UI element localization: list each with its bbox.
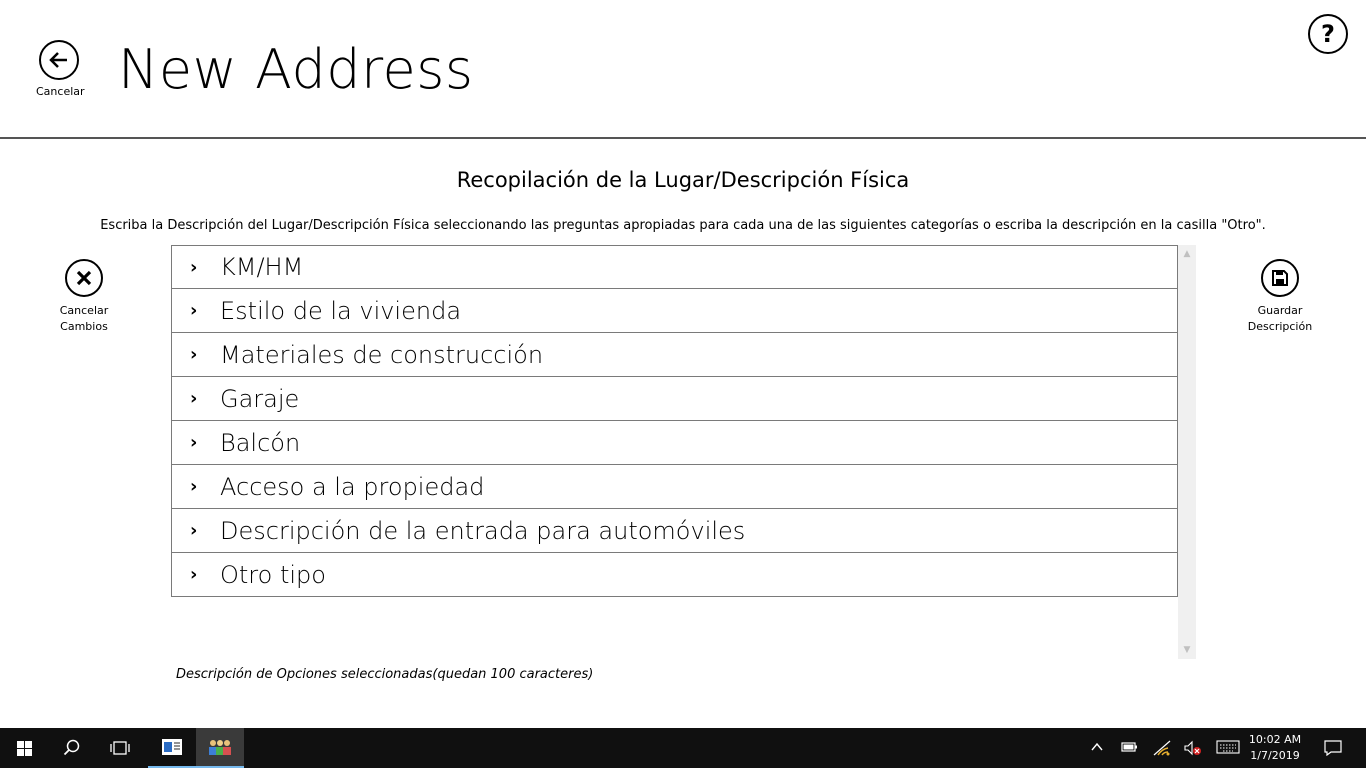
task-view-icon[interactable] bbox=[96, 728, 144, 768]
taskbar bbox=[0, 728, 1366, 768]
back-arrow-icon bbox=[39, 40, 79, 80]
save-description-label bbox=[1232, 303, 1328, 335]
scroll-up-icon[interactable]: ▲ bbox=[1183, 249, 1191, 259]
chevron-right-icon: › bbox=[190, 564, 198, 585]
list-scrollbar[interactable] bbox=[1178, 245, 1196, 659]
notification-icon[interactable] bbox=[1324, 740, 1342, 760]
category-item-construction-materials[interactable] bbox=[171, 333, 1178, 377]
people-app-icon[interactable] bbox=[196, 728, 244, 768]
page-title: New Address bbox=[118, 38, 474, 101]
category-list bbox=[171, 245, 1178, 597]
category-list-container bbox=[171, 245, 1196, 659]
chevron-right-icon: › bbox=[190, 388, 198, 409]
chevron-right-icon: › bbox=[190, 344, 198, 365]
keyboard-icon[interactable] bbox=[1216, 740, 1240, 758]
cancel-changes-label-line1: Cancelar bbox=[59, 304, 109, 317]
windows-start-icon[interactable] bbox=[0, 728, 48, 768]
save-description-label-line2: Descripción bbox=[1247, 320, 1313, 333]
category-item-label: Balcón bbox=[220, 428, 301, 457]
category-item-label: Acceso a la propiedad bbox=[220, 472, 485, 501]
app-header bbox=[0, 0, 1366, 139]
clock-time: 10:02 AM bbox=[1248, 733, 1302, 746]
category-item-label: Garaje bbox=[220, 384, 300, 413]
section-title: Recopilación de la Lugar/Descripción Física bbox=[456, 168, 910, 192]
chevron-up-icon[interactable] bbox=[1090, 740, 1104, 758]
cancel-changes-button[interactable] bbox=[36, 259, 132, 335]
chevron-right-icon: › bbox=[190, 300, 198, 321]
category-item-label: Descripción de la entrada para automóviles bbox=[220, 516, 746, 545]
volume-muted-icon[interactable] bbox=[1183, 740, 1203, 760]
help-icon[interactable]: ? bbox=[1308, 14, 1348, 54]
document-app-icon[interactable] bbox=[148, 728, 196, 768]
cancel-changes-label bbox=[36, 303, 132, 335]
category-item-driveway-description[interactable] bbox=[171, 509, 1178, 553]
category-item-other-type[interactable] bbox=[171, 553, 1178, 597]
system-clock[interactable] bbox=[1244, 732, 1306, 764]
close-icon bbox=[65, 259, 103, 297]
category-item-label: Materiales de construcción bbox=[220, 340, 544, 369]
wifi-icon[interactable] bbox=[1152, 740, 1172, 760]
category-item-km-hm[interactable] bbox=[171, 245, 1178, 289]
back-button[interactable] bbox=[36, 40, 85, 100]
chevron-right-icon: › bbox=[190, 432, 198, 453]
search-icon[interactable] bbox=[48, 728, 96, 768]
description-label: Descripción de Opciones seleccionadas(quedan 100 caracteres) bbox=[176, 667, 594, 682]
category-item-label: Otro tipo bbox=[220, 560, 326, 589]
category-item-garage[interactable] bbox=[171, 377, 1178, 421]
save-description-label-line1: Guardar bbox=[1257, 304, 1303, 317]
chevron-right-icon: › bbox=[190, 520, 198, 541]
clock-date: 1/7/2019 bbox=[1250, 749, 1300, 762]
back-button-label: Cancelar bbox=[36, 85, 85, 98]
save-description-button[interactable] bbox=[1232, 259, 1328, 335]
chevron-right-icon: › bbox=[190, 476, 198, 497]
category-item-balcony[interactable] bbox=[171, 421, 1178, 465]
chevron-right-icon: › bbox=[190, 256, 198, 278]
save-icon bbox=[1261, 259, 1299, 297]
section-instructions: Escriba la Descripción del Lugar/Descripción Física seleccionando las preguntas apropiadas para cada una de las siguientes categorías o escriba la descripción en la casilla "Otro". bbox=[100, 218, 1266, 233]
category-item-property-access[interactable] bbox=[171, 465, 1178, 509]
cancel-changes-label-line2: Cambios bbox=[60, 320, 108, 333]
scroll-down-icon[interactable]: ▼ bbox=[1183, 645, 1191, 655]
category-item-label: KM/HM bbox=[220, 253, 304, 281]
battery-icon[interactable] bbox=[1120, 740, 1138, 758]
category-item-housing-style[interactable] bbox=[171, 289, 1178, 333]
category-item-label: Estilo de la vivienda bbox=[220, 296, 462, 325]
